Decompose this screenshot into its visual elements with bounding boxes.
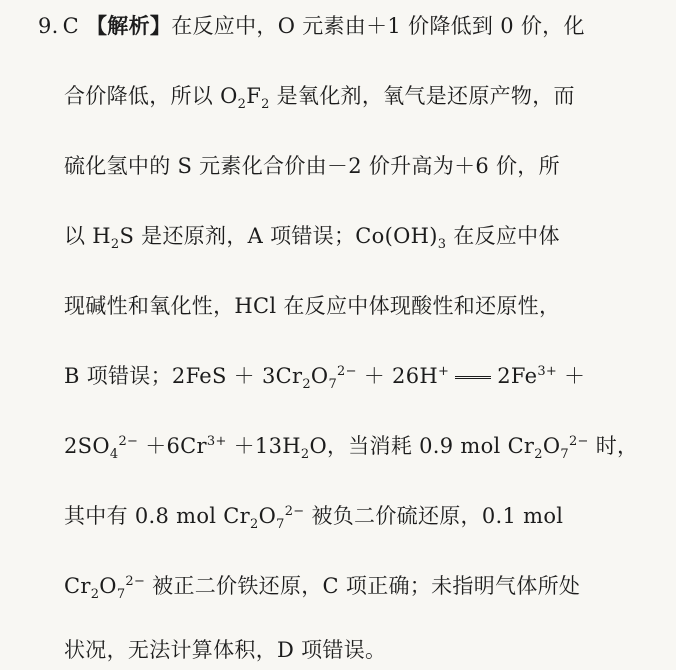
line-2 — [64, 76, 676, 116]
formula-o2f2: $O_2F_2$ — [220, 84, 270, 113]
equilibrium-arrow — [455, 376, 491, 379]
line-7-text-a: 2SO — [64, 434, 110, 458]
formula-cr2o7-4: $Cr_2O_7^{2-}$ — [64, 574, 146, 603]
analysis-tag: 【解析】 — [86, 14, 172, 38]
formula-cooh3: $Co(OH)_3$ — [355, 224, 447, 253]
line-1 — [38, 6, 650, 46]
answer-choice: C — [62, 14, 80, 38]
line-4-text-c: 在反应中体 — [446, 224, 560, 248]
line-2-text-b: 是氧化剂，氧气是还原产物，而 — [269, 84, 575, 108]
formula-so4: $_4^{2-}$ — [109, 434, 139, 463]
formula-h2s: $H_2S$ — [92, 224, 135, 253]
formula-cr2o7: $Cr_2O_7^{2-}$ — [275, 364, 357, 393]
line-1-text: 在反应中，O 元素由＋1 价降低到 0 价，化 — [171, 14, 585, 38]
line-7-text-e: 时， — [588, 434, 639, 458]
line-6-text-c: 2Fe — [497, 364, 538, 388]
line-10 — [64, 630, 676, 670]
formula-cr2o7-3: $Cr_2O_7^{2-}$ — [223, 504, 305, 533]
line-9 — [64, 566, 676, 606]
line-8 — [64, 496, 676, 536]
line-7-text-b: ＋6Cr — [138, 434, 207, 458]
line-7-text-d: O，当消耗 0.9 mol — [309, 434, 508, 458]
line-5-text: 现碱性和氧化性，HCl 在反应中体现酸性和还原性， — [64, 294, 561, 318]
line-4-text-b: 是还原剂，A 项错误； — [134, 224, 356, 248]
line-6-text-a: B 项错误；2FeS ＋ 3 — [64, 364, 276, 388]
line-7: $2SO_4^{2-} +6Cr^{3+} +13H_2O$，当消耗 0.9 mol $Cr_2O_7^{2-}$ 时， — [64, 434, 639, 463]
line-4 — [64, 216, 676, 256]
line-8-text-b: 被负二价硫还原，0.1 mol — [304, 504, 564, 528]
line-10-text: 状况，无法计算体积，D 项错误。 — [64, 638, 387, 662]
line-8-text-a: 其中有 0.8 mol — [64, 504, 224, 528]
line-9-text: 被正二价铁还原，C 项正确；未指明气体所处 — [145, 574, 581, 598]
line-6-text-d: ＋ — [557, 364, 586, 388]
line-3-text: 硫化氢中的 S 元素化合价由－2 价升高为＋6 价，所 — [64, 154, 560, 178]
question-number: 9. — [38, 14, 59, 38]
line-5 — [64, 286, 676, 326]
line-6: B 项错误；$2FeS + 3Cr_2O_7^{2-} + 26H^+$ $2Fe^{3+}$ ＋ — [64, 364, 586, 393]
line-7-text-c: ＋13H — [226, 434, 301, 458]
line-3 — [64, 146, 676, 186]
line-2-text-a: 合价降低，所以 — [64, 84, 221, 108]
line-4-text-a: 以 — [64, 224, 93, 248]
line-6-text-b: ＋ 26H — [356, 364, 438, 388]
formula-cr2o7-2: $Cr_2O_7^{2-}$ — [507, 434, 589, 463]
